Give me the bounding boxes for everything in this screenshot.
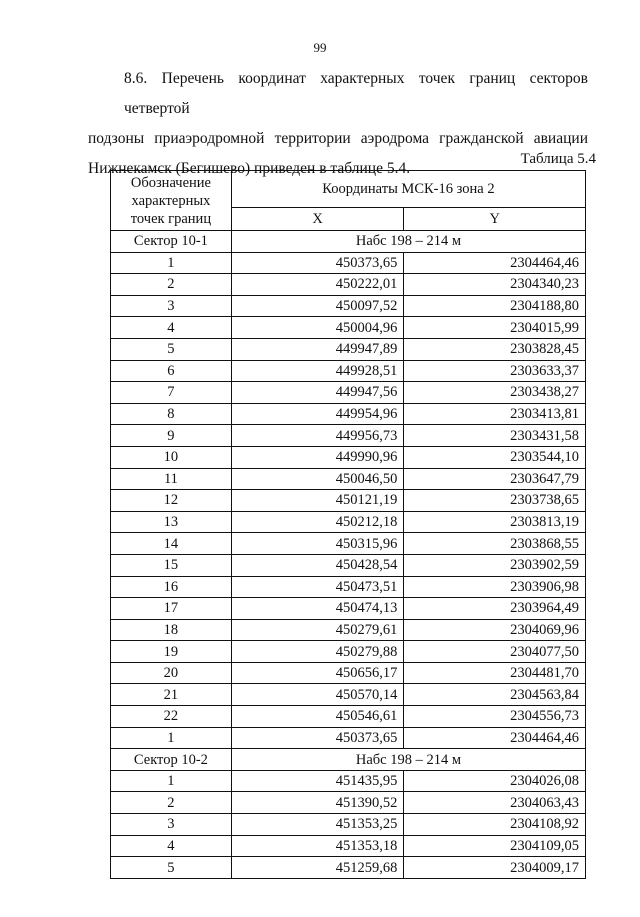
table-row [111, 360, 586, 382]
x-coordinate: 450121,19 [231, 490, 404, 512]
y-coordinate: 2304340,23 [404, 274, 586, 296]
y-coordinate: 2304063,43 [404, 792, 586, 814]
x-coordinate: 449990,96 [231, 446, 404, 468]
table-row [111, 295, 586, 317]
table-row [111, 317, 586, 339]
sector-name: Сектор 10-2 [111, 749, 232, 771]
point-label-header: Обозначение характерных точек границ [111, 171, 232, 231]
point-number: 17 [111, 598, 232, 620]
point-number: 21 [111, 684, 232, 706]
y-coordinate: 2304108,92 [404, 814, 586, 836]
point-number: 5 [111, 857, 232, 879]
point-number: 8 [111, 403, 232, 425]
table-row [111, 835, 586, 857]
y-coordinate: 2304464,46 [404, 252, 586, 274]
x-coordinate: 451390,52 [231, 792, 404, 814]
y-coordinate: 2303828,45 [404, 338, 586, 360]
x-coordinate: 451435,95 [231, 770, 404, 792]
point-number: 3 [111, 295, 232, 317]
point-number: 13 [111, 511, 232, 533]
y-coordinate: 2304109,05 [404, 835, 586, 857]
point-number: 10 [111, 446, 232, 468]
point-number: 4 [111, 835, 232, 857]
point-number: 7 [111, 382, 232, 404]
y-coordinate: 2303964,49 [404, 598, 586, 620]
x-coordinate: 449956,73 [231, 425, 404, 447]
x-coordinate: 450212,18 [231, 511, 404, 533]
sector-row [111, 749, 586, 771]
point-number: 4 [111, 317, 232, 339]
page-number: 99 [313, 40, 327, 55]
table-row [111, 533, 586, 555]
point-number: 11 [111, 468, 232, 490]
x-column-header: X [231, 208, 404, 231]
y-coordinate: 2303413,81 [404, 403, 586, 425]
table-row [111, 338, 586, 360]
table-row [111, 598, 586, 620]
y-coordinate: 2303868,55 [404, 533, 586, 555]
x-coordinate: 450473,51 [231, 576, 404, 598]
paragraph-line-1: 8.6. Перечень координат характерных точек границ секторов четвертой [124, 70, 588, 117]
sector-height: Набс 198 – 214 м [231, 749, 585, 771]
y-coordinate: 2304009,17 [404, 857, 586, 879]
y-coordinate: 2303906,98 [404, 576, 586, 598]
point-number: 19 [111, 641, 232, 663]
point-number: 1 [111, 770, 232, 792]
y-coordinate: 2304481,70 [404, 662, 586, 684]
y-coordinate: 2304556,73 [404, 706, 586, 728]
y-coordinate: 2303544,10 [404, 446, 586, 468]
point-number: 1 [111, 727, 232, 749]
coordinates-table [110, 170, 586, 879]
point-number: 22 [111, 706, 232, 728]
table-row [111, 662, 586, 684]
point-number: 2 [111, 792, 232, 814]
y-coordinate: 2303647,79 [404, 468, 586, 490]
x-coordinate: 450373,65 [231, 727, 404, 749]
y-coordinate: 2304015,99 [404, 317, 586, 339]
x-coordinate: 450656,17 [231, 662, 404, 684]
paragraph-line-3: Нижнекамск (Бегишево) приведен в таблице 5.4. [88, 160, 411, 177]
table-row [111, 446, 586, 468]
y-coordinate: 2304464,46 [404, 727, 586, 749]
table-row [111, 554, 586, 576]
x-coordinate: 449954,96 [231, 403, 404, 425]
y-coordinate: 2303431,58 [404, 425, 586, 447]
x-coordinate: 450474,13 [231, 598, 404, 620]
table-row [111, 511, 586, 533]
point-number: 15 [111, 554, 232, 576]
table-row [111, 252, 586, 274]
x-coordinate: 449947,89 [231, 338, 404, 360]
y-coordinate: 2304077,50 [404, 641, 586, 663]
x-coordinate: 449928,51 [231, 360, 404, 382]
x-coordinate: 451353,18 [231, 835, 404, 857]
y-coordinate: 2303438,27 [404, 382, 586, 404]
y-coordinate: 2304563,84 [404, 684, 586, 706]
point-number: 2 [111, 274, 232, 296]
x-coordinate: 450222,01 [231, 274, 404, 296]
point-number: 12 [111, 490, 232, 512]
point-number: 18 [111, 619, 232, 641]
table-row [111, 792, 586, 814]
table-row [111, 706, 586, 728]
table-header-row [111, 171, 586, 208]
y-column-header: Y [404, 208, 586, 231]
x-coordinate: 450279,61 [231, 619, 404, 641]
table-caption: Таблица 5.4 [520, 151, 596, 167]
x-coordinate: 449947,56 [231, 382, 404, 404]
intro-paragraph [88, 64, 588, 184]
coords-header: Координаты МСК-16 зона 2 [231, 171, 585, 208]
sector-name: Сектор 10-1 [111, 231, 232, 253]
point-number: 16 [111, 576, 232, 598]
point-number: 5 [111, 338, 232, 360]
paragraph-line-2: подзоны приаэродромной территории аэродрома гражданской авиации [88, 130, 588, 147]
x-coordinate: 450097,52 [231, 295, 404, 317]
x-coordinate: 450373,65 [231, 252, 404, 274]
table-row [111, 576, 586, 598]
table-row [111, 274, 586, 296]
point-number: 20 [111, 662, 232, 684]
x-coordinate: 450279,88 [231, 641, 404, 663]
table-row [111, 403, 586, 425]
table-row [111, 857, 586, 879]
x-coordinate: 450046,50 [231, 468, 404, 490]
sector-row [111, 231, 586, 253]
y-coordinate: 2304069,96 [404, 619, 586, 641]
table-row [111, 382, 586, 404]
point-number: 6 [111, 360, 232, 382]
table-row [111, 814, 586, 836]
x-coordinate: 450004,96 [231, 317, 404, 339]
x-coordinate: 450570,14 [231, 684, 404, 706]
y-coordinate: 2304188,80 [404, 295, 586, 317]
table-row [111, 425, 586, 447]
point-number: 9 [111, 425, 232, 447]
table-row [111, 684, 586, 706]
table-row [111, 490, 586, 512]
table-row [111, 468, 586, 490]
x-coordinate: 450315,96 [231, 533, 404, 555]
sector-height: Набс 198 – 214 м [231, 231, 585, 253]
point-number: 3 [111, 814, 232, 836]
table-row [111, 641, 586, 663]
y-coordinate: 2303902,59 [404, 554, 586, 576]
x-coordinate: 450546,61 [231, 706, 404, 728]
y-coordinate: 2303738,65 [404, 490, 586, 512]
x-coordinate: 451353,25 [231, 814, 404, 836]
point-number: 14 [111, 533, 232, 555]
point-number: 1 [111, 252, 232, 274]
table-row [111, 770, 586, 792]
y-coordinate: 2304026,08 [404, 770, 586, 792]
x-coordinate: 450428,54 [231, 554, 404, 576]
table-row [111, 727, 586, 749]
table-row [111, 619, 586, 641]
y-coordinate: 2303813,19 [404, 511, 586, 533]
y-coordinate: 2303633,37 [404, 360, 586, 382]
x-coordinate: 451259,68 [231, 857, 404, 879]
